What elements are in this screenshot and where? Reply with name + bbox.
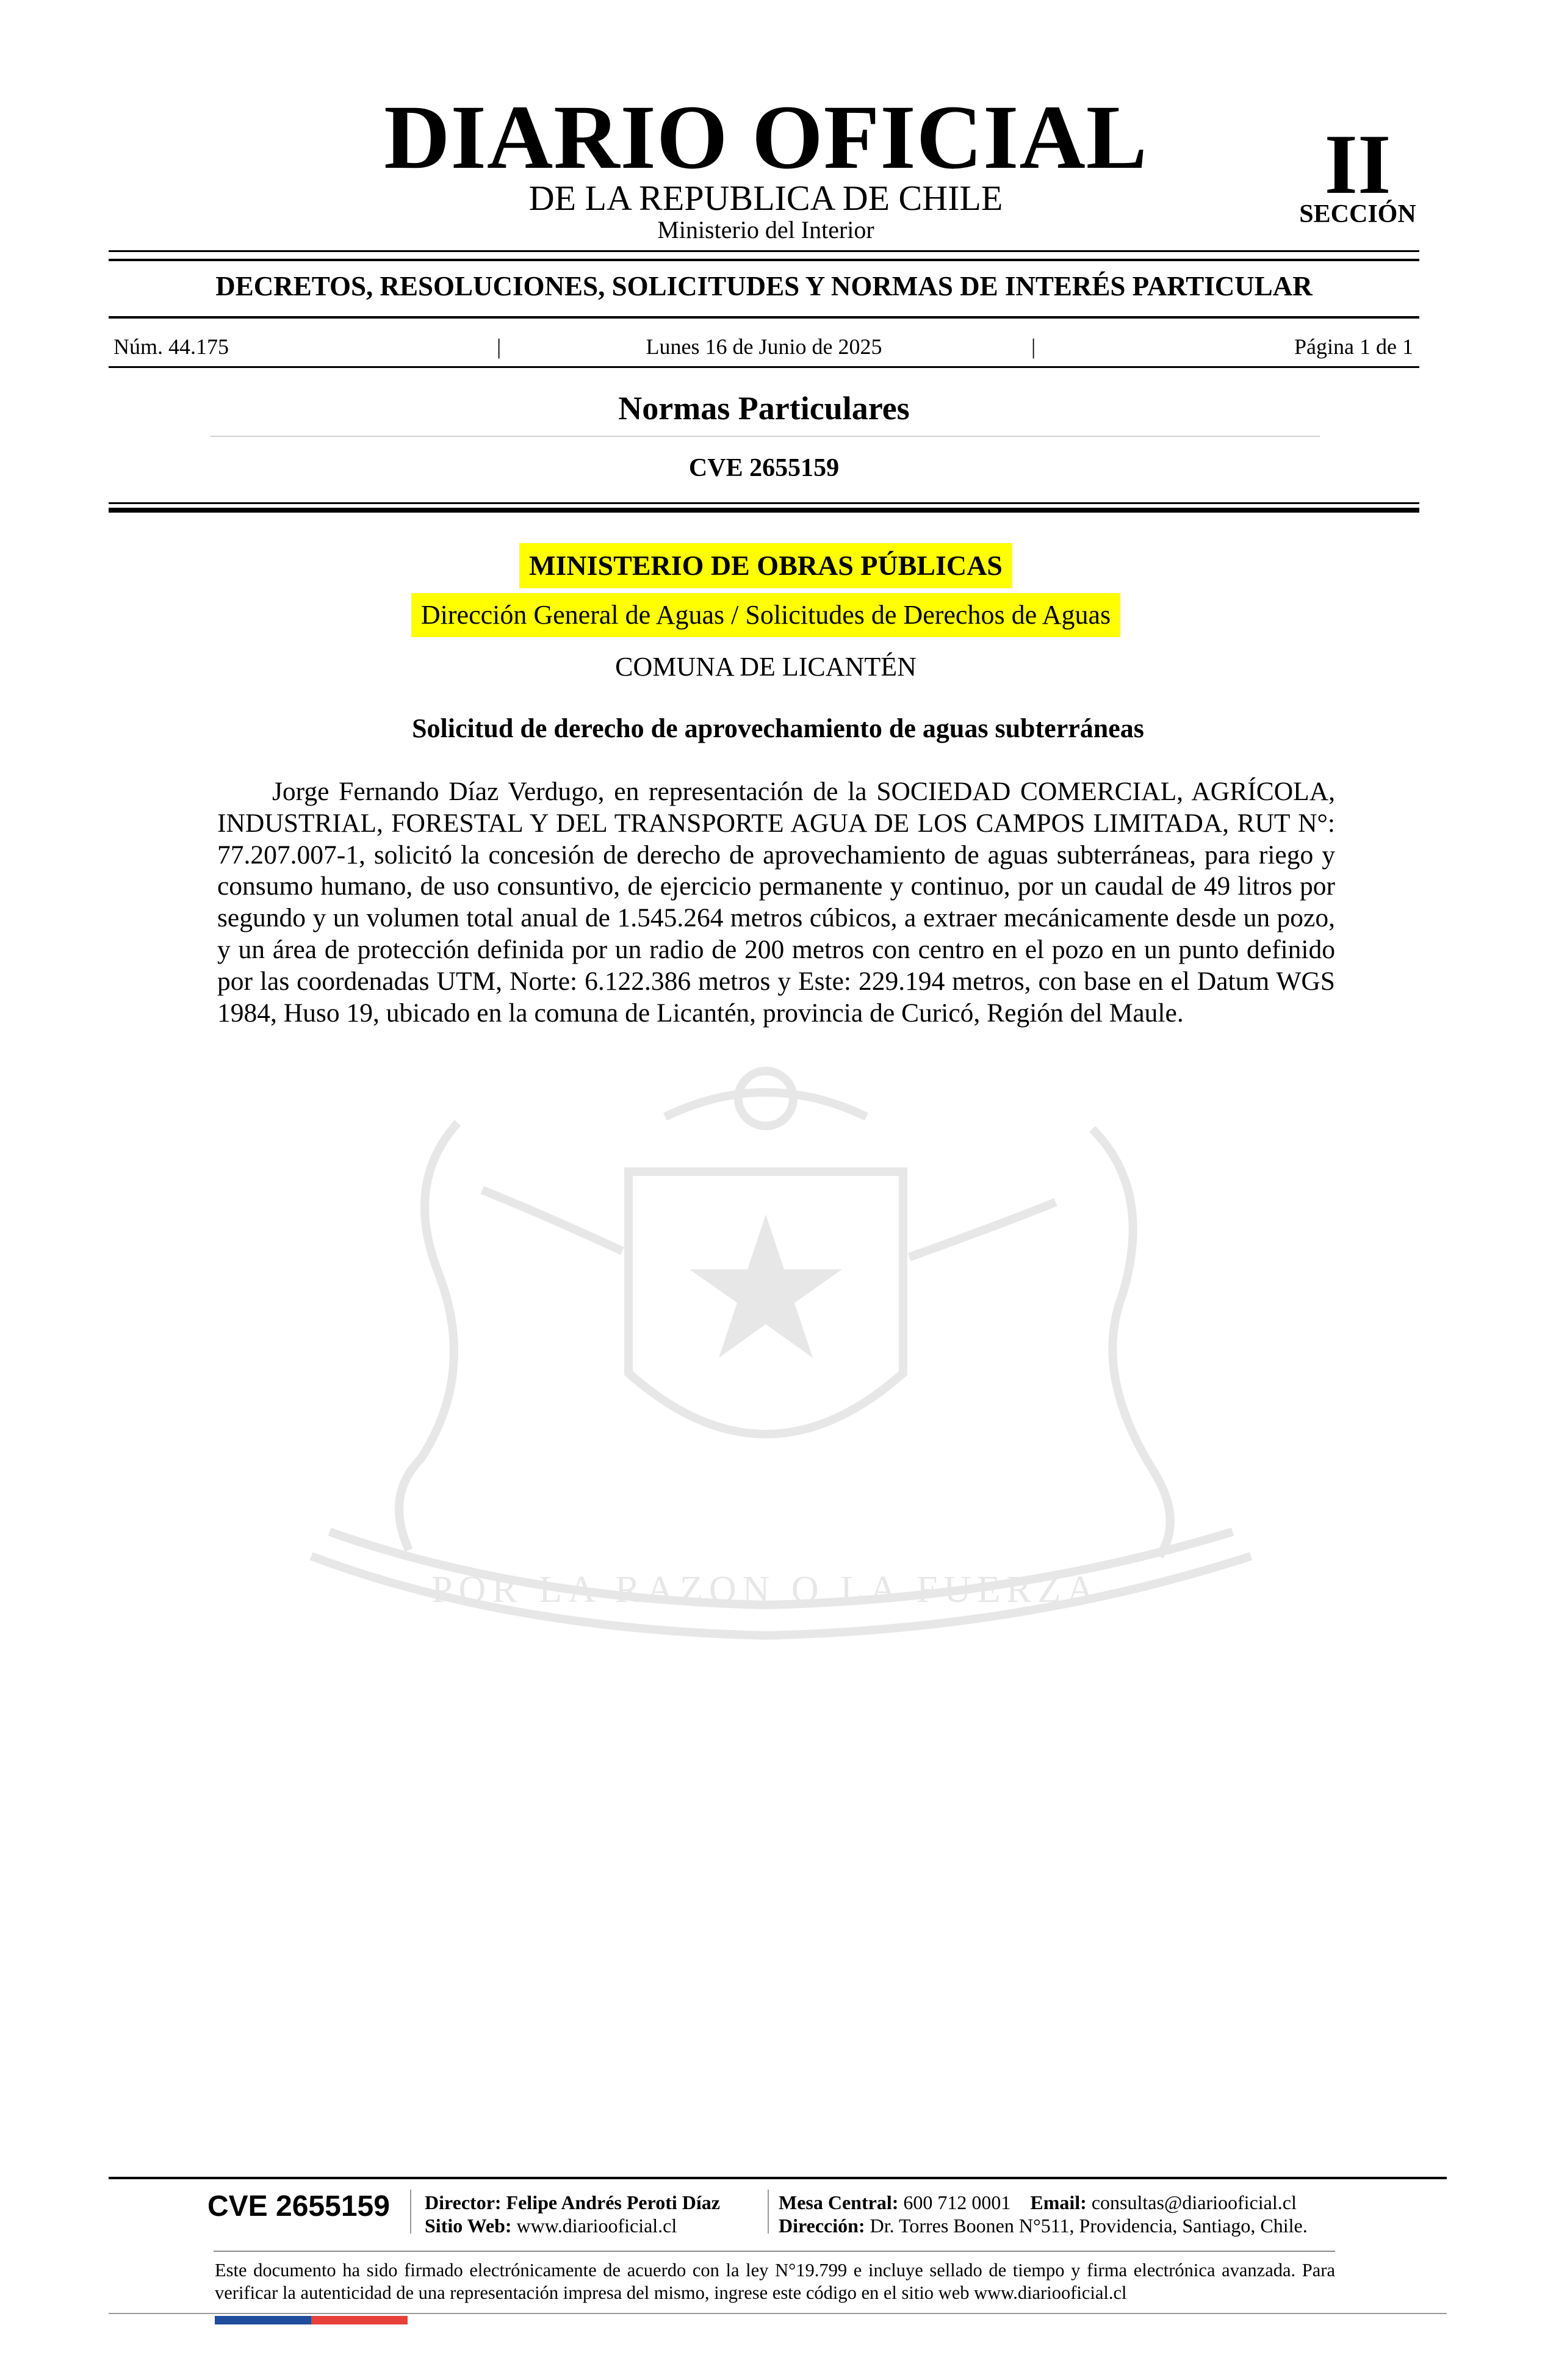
footer-rule-top — [109, 2177, 1447, 2179]
phone-label: Mesa Central: — [779, 2191, 899, 2213]
commune: COMUNA DE LICANTÉN — [615, 652, 917, 682]
footer-cve: CVE 2655159 — [207, 2190, 390, 2223]
director-name: Felipe Andrés Peroti Díaz — [506, 2191, 720, 2213]
masthead-rule-lower — [109, 259, 1419, 261]
category-divider — [211, 436, 1320, 437]
site-link[interactable]: www.diariooficial.cl — [516, 2215, 677, 2237]
address-label: Dirección: — [779, 2215, 865, 2237]
footer-rule-mid — [214, 2251, 1335, 2252]
section-label: SECCIÓN — [1299, 200, 1416, 228]
masthead-rule-upper — [109, 250, 1419, 252]
header-rule-thick — [109, 508, 1419, 513]
meta-rule — [109, 366, 1419, 368]
page-indicator: Página 1 de 1 — [1294, 334, 1413, 359]
document-category: Normas Particulares — [618, 390, 910, 427]
director-label: Director: — [425, 2191, 502, 2213]
issuing-ministry-highlight: MINISTERIO DE OBRAS PÚBLICAS — [519, 543, 1012, 588]
flag-stripe-blue — [215, 2316, 311, 2324]
masthead-title: DIARIO OFICIAL — [384, 87, 1148, 188]
meta-separator: | — [497, 334, 502, 359]
watermark-motto: POR LA RAZON O LA FUERZA — [431, 1569, 1101, 1610]
heading-rule — [109, 316, 1419, 319]
document-title: Solicitud de derecho de aprovechamiento de aguas subterráneas — [412, 713, 1144, 743]
site-label: Sitio Web: — [425, 2215, 512, 2237]
footer-director-block — [425, 2191, 766, 2237]
section-heading: DECRETOS, RESOLUCIONES, SOLICITUDES Y NORMAS DE INTERÉS PARTICULAR — [215, 271, 1313, 301]
flag-stripe-red — [311, 2316, 408, 2324]
phone-value: 600 712 0001 — [903, 2191, 1011, 2213]
footer-contact-block — [779, 2191, 1340, 2237]
coat-of-arms-watermark — [201, 1031, 1361, 1672]
email-label: Email: — [1030, 2191, 1087, 2213]
issue-date: Lunes 16 de Junio de 2025 — [646, 334, 882, 359]
footer-divider — [768, 2190, 769, 2234]
address-value: Dr. Torres Boonen N°511, Providencia, Santiago, Chile. — [870, 2215, 1308, 2237]
masthead-subtitle: DE LA REPUBLICA DE CHILE — [528, 178, 1003, 218]
issue-meta-row — [109, 334, 1419, 359]
meta-separator: | — [1031, 334, 1036, 359]
footer-divider — [410, 2190, 411, 2234]
email-link[interactable]: consultas@diariooficial.cl — [1091, 2191, 1297, 2213]
issuing-direction — [0, 593, 1532, 637]
issue-number: Núm. 44.175 — [113, 334, 229, 359]
document-body: Jorge Fernando Díaz Verdugo, en representación de la SOCIEDAD COMERCIAL, AGRÍCOLA, INDUSTRIAL, FORESTAL Y DEL TRANSPORTE AGUA DE LOS CAMPOS LIMITADA, RUT N°: 77.207.007-1, solicitó la concesión de derecho de aprovechamiento de aguas subterráneas, para riego y consumo humano, de uso consuntivo, de ejercicio permanente y continuo, por un caudal de 49 litros por segundo y un volumen total anual de 1.545.264 metros cúbicos, a extraer mecánicamente desde un pozo, y un área de protección definida por un radio de 200 metros con centro en el pozo en un punto definido por las coordenadas UTM, Norte: 6.122.386 metros y Este: 229.194 metros, con base en el Datum WGS 1984, Huso 19, ubicado en la comuna de Licantén, provincia de Curicó, Región del Maule. — [217, 777, 1335, 1028]
masthead-ministry: Ministerio del Interior — [657, 216, 874, 243]
issuing-ministry — [0, 543, 1532, 588]
header-rule-thin — [109, 502, 1419, 504]
section-number: II — [1324, 117, 1391, 212]
issuing-direction-highlight: Dirección General de Aguas / Solicitudes de Derechos de Aguas — [411, 593, 1120, 637]
signature-notice: Este documento ha sido firmado electrónicamente de acuerdo con la ley N°19.799 e incluye sellado de tiempo y firma electrónica avanzada. Para verificar la autenticidad de una representación impresa del mismo, ingrese este código en el sitio web www.diariooficial.cl — [215, 2260, 1335, 2303]
document-cve: CVE 2655159 — [688, 454, 840, 482]
footer-rule-bottom — [109, 2313, 1447, 2314]
